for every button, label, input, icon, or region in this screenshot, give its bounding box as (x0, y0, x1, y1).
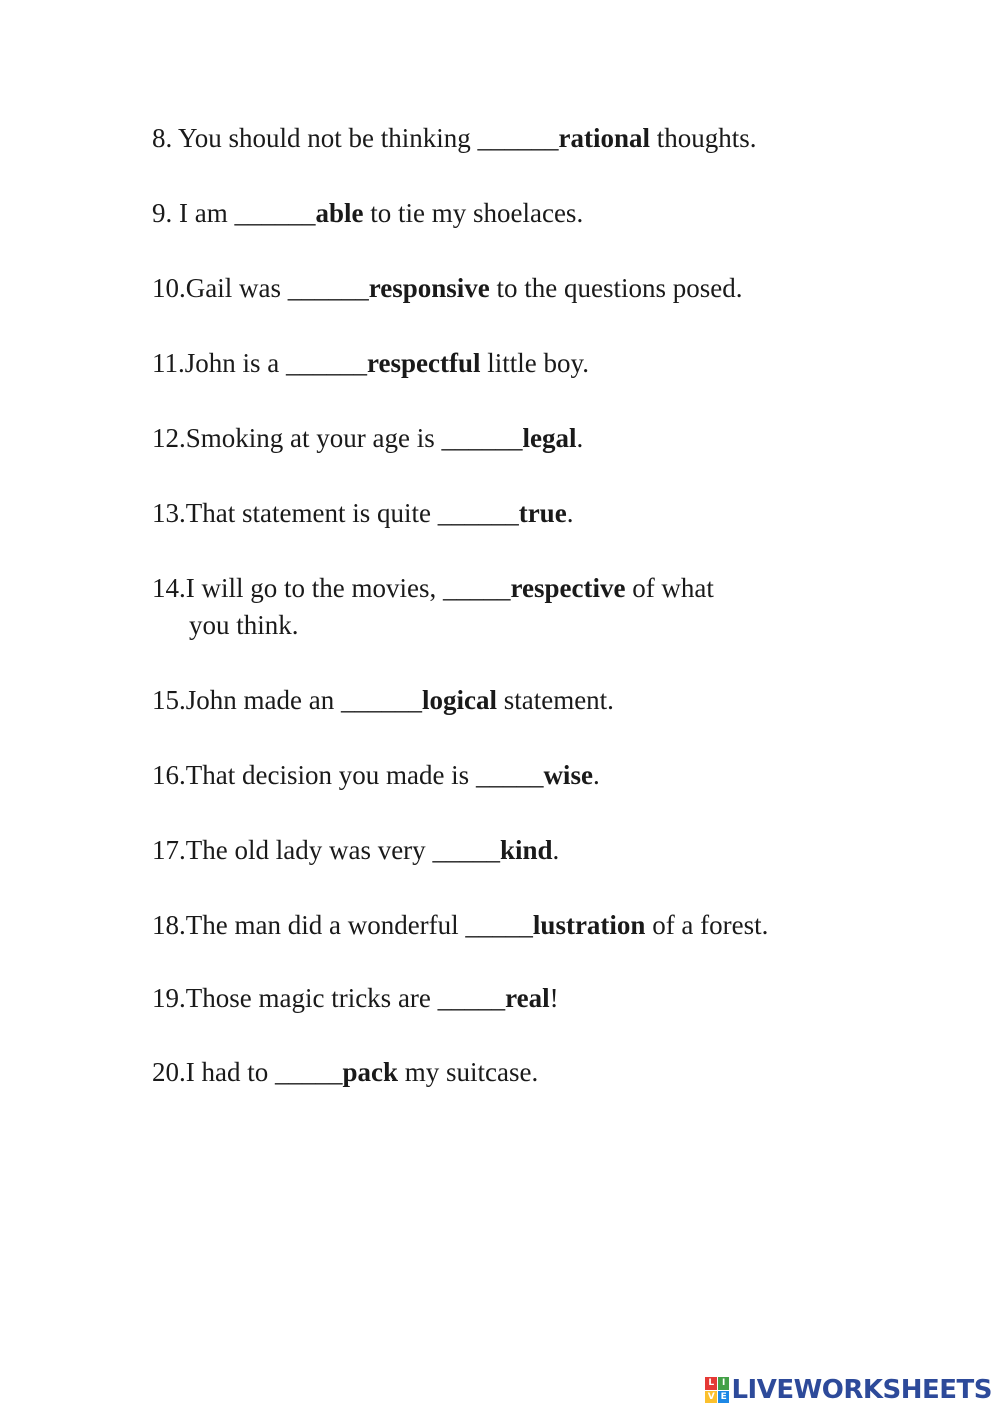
question-18 (152, 907, 768, 944)
root-word: respective (510, 573, 626, 603)
question-text: The man did a wonderful (185, 910, 466, 940)
answer-blank[interactable]: ______ (477, 123, 559, 153)
answer-blank[interactable]: _____ (475, 760, 544, 790)
root-word: legal (522, 423, 577, 453)
question-12 (152, 420, 583, 457)
answer-blank[interactable]: ______ (286, 348, 367, 378)
answer-blank[interactable]: _____ (442, 573, 511, 603)
question-text-end: . (576, 423, 584, 453)
question-17 (152, 832, 559, 869)
question-text-end: to the questions posed. (489, 273, 743, 303)
question-text: That decision you made is (185, 760, 476, 790)
question-14 (152, 570, 714, 644)
answer-blank[interactable]: ______ (234, 198, 316, 228)
root-word: real (505, 983, 550, 1013)
question-19 (152, 980, 559, 1017)
question-11 (152, 345, 589, 382)
question-text: Smoking at your age is (185, 423, 442, 453)
question-text-end: to tie my shoelaces. (363, 198, 584, 228)
question-number: 12. (152, 423, 186, 453)
question-text-end: statement. (496, 685, 614, 715)
question-text-end: of what (625, 573, 714, 603)
answer-blank[interactable]: _____ (274, 1057, 343, 1087)
question-number: 18. (152, 910, 186, 940)
answer-blank[interactable]: ______ (441, 423, 523, 453)
logo-letter: E (718, 1391, 730, 1404)
question-text-end: of a forest. (645, 910, 769, 940)
root-word: rational (558, 123, 651, 153)
question-text: Gail was (185, 273, 288, 303)
question-text: John is a (184, 348, 286, 378)
answer-blank[interactable]: ______ (287, 273, 369, 303)
question-text-end: thoughts. (650, 123, 757, 153)
question-number: 9. (152, 198, 179, 228)
question-text: I am (179, 198, 235, 228)
question-15 (152, 682, 614, 719)
question-number: 8. (152, 123, 178, 153)
root-word: responsive (368, 273, 490, 303)
question-text: The old lady was very (185, 835, 433, 865)
question-number: 16. (152, 760, 186, 790)
question-8 (152, 120, 757, 157)
question-text-end: little boy. (480, 348, 589, 378)
question-text-end: . (592, 760, 600, 790)
answer-blank[interactable]: ______ (437, 498, 519, 528)
logo-letter: L (705, 1377, 717, 1390)
question-text: You should not be thinking (178, 123, 478, 153)
answer-blank[interactable]: ______ (340, 685, 422, 715)
question-text-end: ! (549, 983, 559, 1013)
question-text: I had to (185, 1057, 275, 1087)
answer-blank[interactable]: _____ (437, 983, 506, 1013)
question-10 (152, 270, 742, 307)
question-20 (152, 1054, 538, 1091)
root-word: true (518, 498, 567, 528)
root-word: able (315, 198, 364, 228)
root-word: respectful (367, 348, 481, 378)
question-text-end: my suitcase. (398, 1057, 539, 1087)
answer-blank[interactable]: _____ (465, 910, 533, 940)
question-number: 10. (152, 273, 186, 303)
root-word: logical (421, 685, 497, 715)
liveworksheets-logo-icon (705, 1377, 729, 1403)
answer-blank[interactable]: _____ (432, 835, 500, 865)
question-number: 13. (152, 498, 186, 528)
root-word: lustration (532, 910, 646, 940)
question-text: I will go to the movies, (185, 573, 443, 603)
question-9 (152, 195, 583, 232)
question-number: 14. (152, 573, 186, 603)
question-number: 11. (152, 348, 185, 378)
root-word: kind (499, 835, 553, 865)
brand-name: LIVEWORKSHEETS (731, 1375, 992, 1405)
question-number: 20. (152, 1057, 186, 1087)
root-word: pack (342, 1057, 399, 1087)
question-text: John made an (185, 685, 341, 715)
question-number: 17. (152, 835, 186, 865)
question-number: 19. (152, 983, 186, 1013)
question-13 (152, 495, 573, 532)
question-16 (152, 757, 600, 794)
logo-letter: I (718, 1377, 730, 1390)
root-word: wise (543, 760, 593, 790)
logo-letter: V (705, 1391, 717, 1404)
question-continuation: you think. (189, 610, 299, 640)
question-text-end: . (552, 835, 560, 865)
question-text: Those magic tricks are (185, 983, 438, 1013)
liveworksheets-branding[interactable] (705, 1373, 992, 1407)
question-text: That statement is quite (185, 498, 438, 528)
question-number: 15. (152, 685, 186, 715)
question-text-end: . (566, 498, 574, 528)
